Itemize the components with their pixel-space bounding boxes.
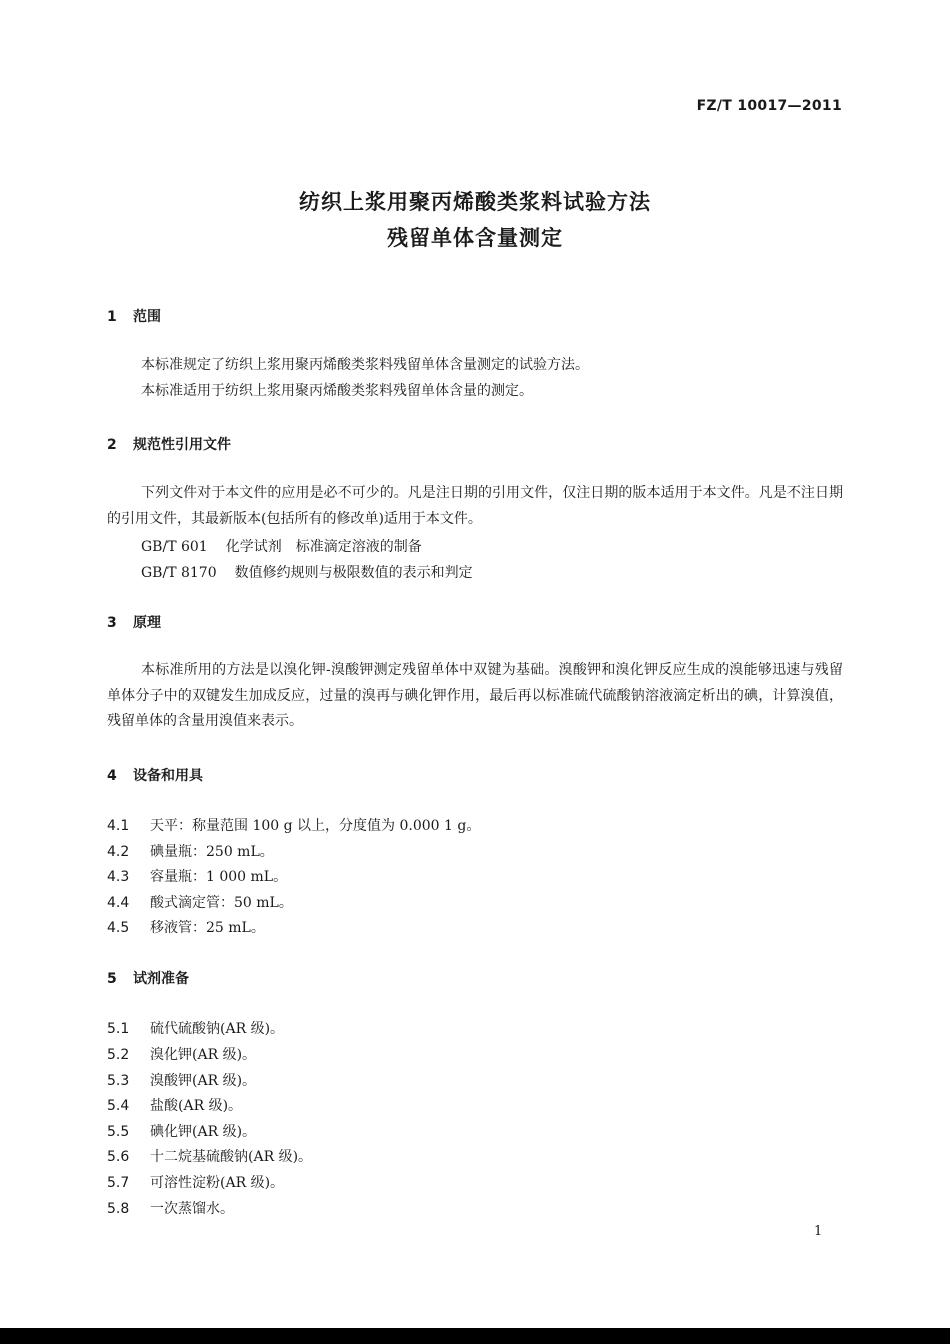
item-text: 一次蒸馏水。	[150, 1201, 234, 1217]
item-number: 5.8	[107, 1201, 130, 1217]
list-item	[107, 1095, 242, 1115]
section-heading-normative-references	[107, 434, 231, 454]
list-item	[107, 815, 480, 835]
item-number: 5.3	[107, 1073, 130, 1089]
section-heading-scope	[107, 306, 161, 326]
item-text: 可溶性淀粉(AR 级)。	[150, 1175, 285, 1191]
item-number: 4.4	[107, 895, 130, 911]
list-item	[107, 1146, 312, 1166]
item-number: 5.2	[107, 1047, 130, 1063]
item-text: 碘化钾(AR 级)。	[150, 1124, 257, 1140]
item-number: 4.5	[107, 920, 130, 936]
list-item	[107, 1172, 284, 1192]
paragraph: 下列文件对于本文件的应用是必不可少的。凡是注日期的引用文件，仅注日期的版本适用于本文件。凡是不注日期的引用文件，其最新版本(包括所有的修改单)适用于本文件。	[107, 485, 843, 527]
page-number: 1	[814, 1224, 823, 1239]
list-item	[107, 1018, 284, 1038]
document-subtitle: 残留单体含量测定	[387, 226, 563, 250]
section-heading-reagents	[107, 968, 189, 988]
reference-code: GB/T 601	[141, 539, 208, 555]
item-text: 盐酸(AR 级)。	[150, 1098, 243, 1114]
list-item	[107, 1044, 256, 1064]
item-number: 5.1	[107, 1021, 130, 1037]
reference-entry	[141, 536, 422, 556]
list-item	[107, 892, 293, 912]
item-text: 十二烷基硫酸钠(AR 级)。	[150, 1149, 313, 1165]
reference-name: 数值修约规则与极限数值的表示和判定	[234, 565, 473, 581]
item-number: 4.3	[107, 869, 130, 885]
item-text: 天平：称量范围 100 g 以上，分度值为 0.000 1 g。	[150, 818, 481, 834]
item-number: 5.6	[107, 1149, 130, 1165]
item-number: 5.7	[107, 1175, 130, 1191]
item-number: 4.1	[107, 818, 130, 834]
section-heading-principle	[107, 612, 161, 632]
item-text: 容量瓶：1 000 mL。	[150, 869, 288, 885]
document-title: 纺织上浆用聚丙烯酸类浆料试验方法	[299, 190, 651, 214]
item-number: 5.4	[107, 1098, 130, 1114]
reference-name: 化学试剂 标准滴定溶液的制备	[225, 539, 422, 555]
item-text: 碘量瓶：250 mL。	[150, 844, 274, 860]
section-number: 1	[107, 309, 117, 325]
item-text: 溴化钾(AR 级)。	[150, 1047, 257, 1063]
paragraph: 本标准适用于纺织上浆用聚丙烯酸类浆料残留单体含量的测定。	[141, 383, 533, 399]
section-heading-equipment	[107, 765, 203, 785]
item-number: 4.2	[107, 844, 130, 860]
item-number: 5.5	[107, 1124, 130, 1140]
bottom-edge-bar	[0, 1328, 950, 1344]
section-title: 范围	[133, 309, 161, 325]
standard-code: FZ/T 10017—2011	[696, 98, 842, 114]
section-title: 规范性引用文件	[133, 437, 231, 453]
list-item	[107, 917, 265, 937]
list-item	[107, 841, 274, 861]
list-item	[107, 1198, 234, 1218]
list-item	[107, 1070, 256, 1090]
section-number: 4	[107, 768, 117, 784]
reference-entry	[141, 562, 473, 582]
paragraph: 本标准规定了纺织上浆用聚丙烯酸类浆料残留单体含量测定的试验方法。	[141, 357, 589, 373]
item-text: 移液管：25 mL。	[150, 920, 265, 936]
section-title: 原理	[133, 615, 161, 631]
item-text: 酸式滴定管：50 mL。	[150, 895, 293, 911]
section-title: 设备和用具	[133, 768, 203, 784]
paragraph: 本标准所用的方法是以溴化钾-溴酸钾测定残留单体中双键为基础。溴酸钾和溴化钾反应生成的溴能够迅速与残留单体分子中的双键发生加成反应，过量的溴再与碘化钾作用，最后再以标准硫代硫酸钠溶液滴定析出的碘，计算溴值，残留单体的含量用溴值来表示。	[107, 662, 843, 729]
list-item	[107, 1121, 256, 1141]
item-text: 硫代硫酸钠(AR 级)。	[150, 1021, 285, 1037]
section-title: 试剂准备	[133, 971, 189, 987]
list-item	[107, 866, 287, 886]
section-number: 3	[107, 615, 117, 631]
item-text: 溴酸钾(AR 级)。	[150, 1073, 257, 1089]
section-number: 5	[107, 971, 117, 987]
section-number: 2	[107, 437, 117, 453]
reference-code: GB/T 8170	[141, 565, 217, 581]
